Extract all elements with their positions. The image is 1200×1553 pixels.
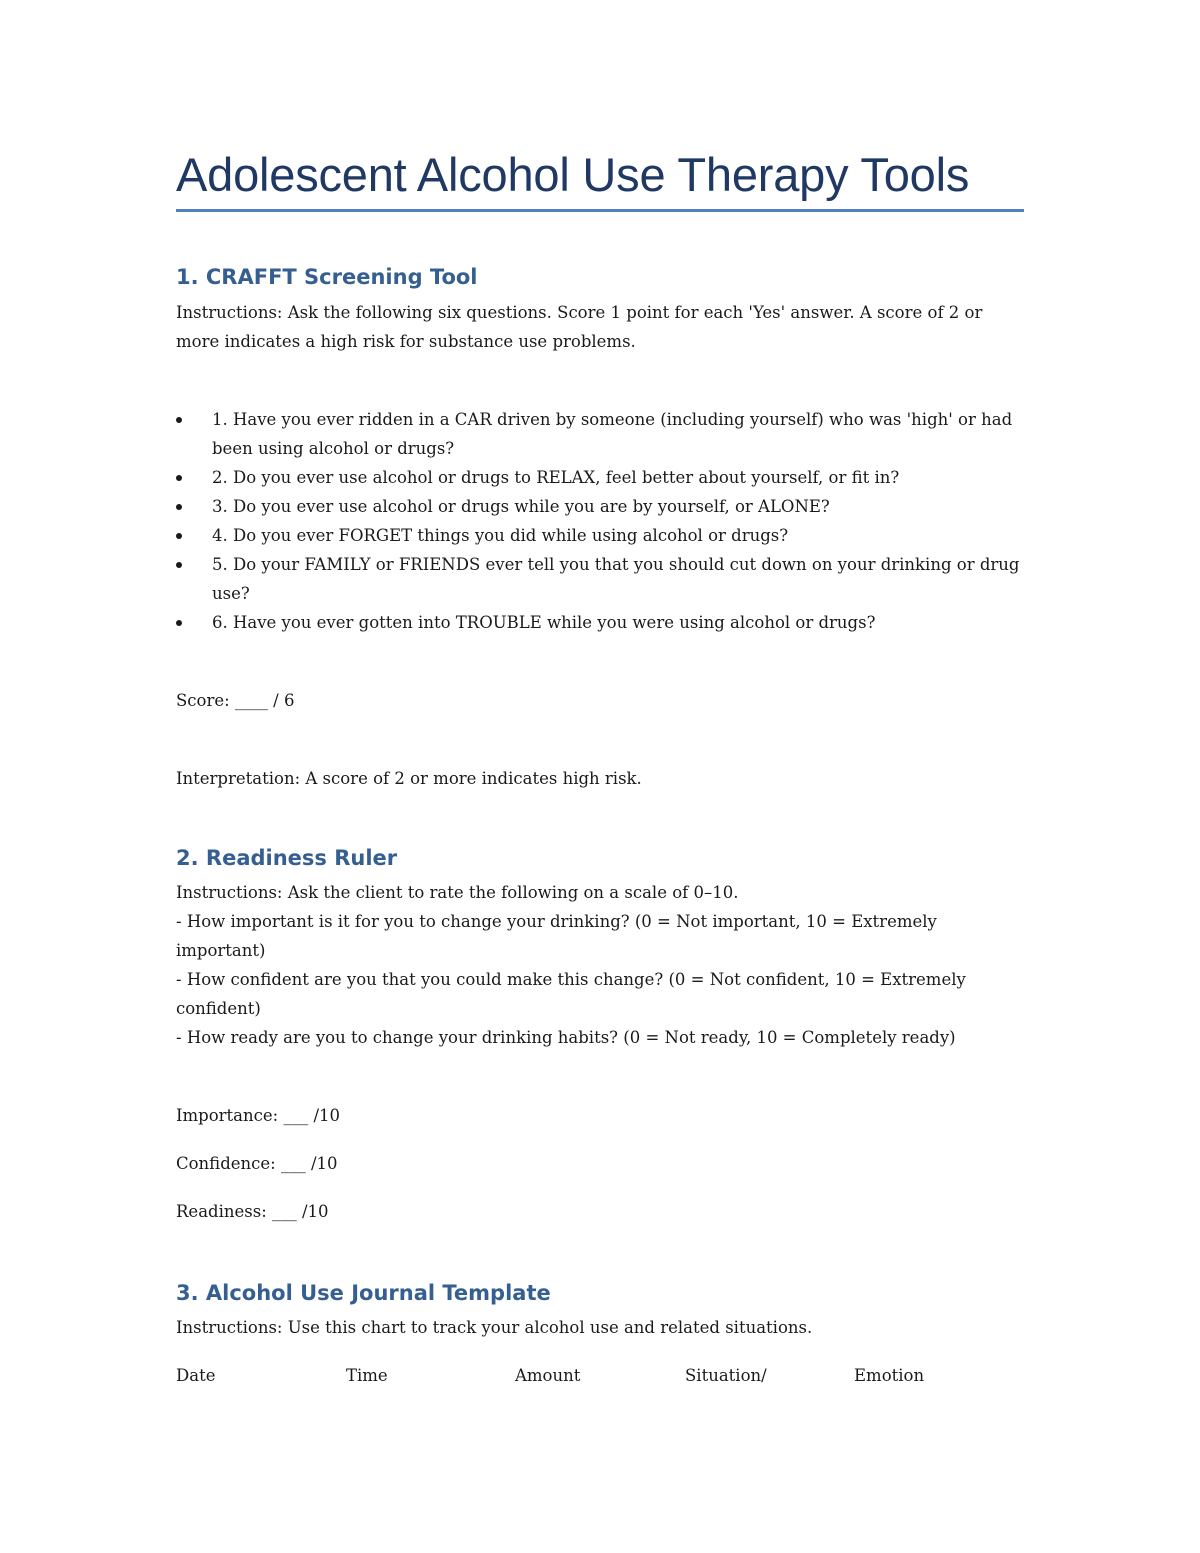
bullet-icon <box>176 533 182 539</box>
crafft-question: 5. Do your FAMILY or FRIENDS ever tell you that you should cut down on your drinking or drug use? <box>176 550 1026 608</box>
crafft-question: 1. Have you ever ridden in a CAR driven by someone (including yourself) who was 'high' or had been using alcohol or drugs? <box>176 405 1026 463</box>
crafft-question: 2. Do you ever use alcohol or drugs to RELAX, feel better about yourself, or fit in? <box>176 463 1026 492</box>
bullet-icon <box>176 562 182 568</box>
confidence-rating: Confidence: ___ /10 <box>176 1154 338 1173</box>
readiness-item-readiness: - How ready are you to change your drinking habits? (0 = Not ready, 10 = Completely ready) <box>176 1028 956 1047</box>
crafft-instructions: Instructions: Ask the following six questions. Score 1 point for each 'Yes' answer. A score of 2 or more indicates a high risk for substance use problems. <box>176 303 983 351</box>
crafft-question: 3. Do you ever use alcohol or drugs while you are by yourself, or ALONE? <box>176 492 1026 521</box>
bullet-icon <box>176 504 182 510</box>
bullet-icon <box>176 620 182 626</box>
bullet-icon <box>176 417 182 423</box>
journal-column-date: Date <box>176 1366 216 1385</box>
readiness-item-confidence: - How confident are you that you could make this change? (0 = Not confident, 10 = Extremely confident) <box>176 970 966 1018</box>
readiness-rating: Readiness: ___ /10 <box>176 1202 329 1221</box>
journal-column-situation: Situation/ <box>685 1366 767 1385</box>
crafft-heading: 1. CRAFFT Screening Tool <box>176 265 478 289</box>
readiness-item-importance: - How important is it for you to change your drinking? (0 = Not important, 10 = Extremely important) <box>176 912 937 960</box>
crafft-interpretation: Interpretation: A score of 2 or more indicates high risk. <box>176 769 642 788</box>
journal-heading: 3. Alcohol Use Journal Template <box>176 1281 551 1305</box>
readiness-instructions: Instructions: Ask the client to rate the following on a scale of 0–10. <box>176 883 739 902</box>
document-title: Adolescent Alcohol Use Therapy Tools <box>176 148 970 201</box>
crafft-score-line: Score: ____ / 6 <box>176 691 295 710</box>
crafft-question: 6. Have you ever gotten into TROUBLE while you were using alcohol or drugs? <box>176 608 1026 637</box>
title-underline <box>176 209 1024 212</box>
journal-table-header <box>176 1361 1026 1391</box>
journal-column-amount: Amount <box>515 1366 581 1385</box>
crafft-question-list <box>176 405 1026 637</box>
readiness-heading: 2. Readiness Ruler <box>176 846 398 870</box>
crafft-question: 4. Do you ever FORGET things you did while using alcohol or drugs? <box>176 521 1026 550</box>
journal-column-time: Time <box>346 1366 388 1385</box>
bullet-icon <box>176 475 182 481</box>
journal-column-emotion: Emotion <box>854 1366 925 1385</box>
journal-instructions: Instructions: Use this chart to track your alcohol use and related situations. <box>176 1318 813 1337</box>
importance-rating: Importance: ___ /10 <box>176 1106 341 1125</box>
document-page <box>176 0 1026 1553</box>
